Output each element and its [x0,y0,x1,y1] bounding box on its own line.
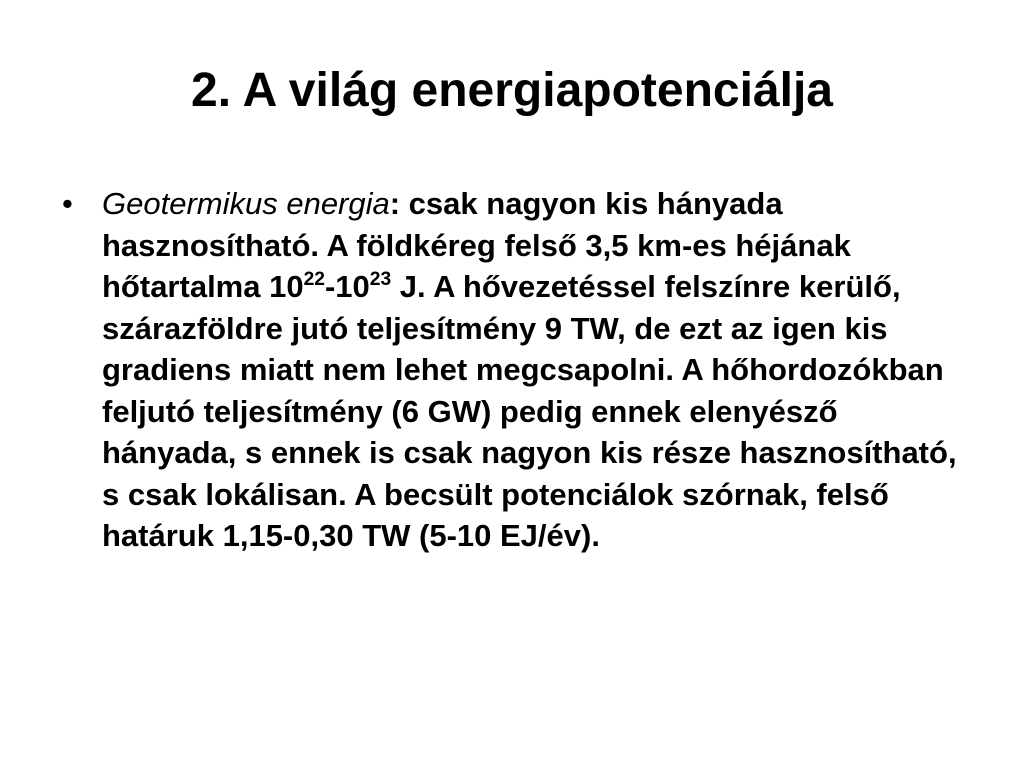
bullet-text [102,183,962,557]
bullet-item-geothermal [62,183,962,557]
bullet-text-part-2: -10 [324,269,370,305]
exponent-22: 22 [303,269,325,291]
bullet-text-part-3: J. A hővezetéssel felszínre kerülő, szárazföldre jutó teljesítmény 9 TW, de ezt az igen kis gradiens miatt nem lehet megcsapolni. A hőhordozókban feljutó teljesítmény (6 GW) pedig ennek elenyésző hányada, s ennek is csak nagyon kis része hasznosítható, s csak lokálisan. A becsült potenciálok szórnak, felső határuk 1,15-0,30 TW (5-10 EJ/év). [102,269,957,554]
slide-title: 2. A világ energiapotenciálja [191,64,833,117]
bullet-list [62,183,962,557]
bullet-icon: • [62,186,73,221]
bullet-term: Geotermikus energia [102,186,390,221]
exponent-23: 23 [369,269,392,291]
bullet-text-part-1: : csak nagyon kis hányada hasznosítható. A földkéreg felső 3,5 km-es héjának hőtartalma 10 [102,186,851,305]
